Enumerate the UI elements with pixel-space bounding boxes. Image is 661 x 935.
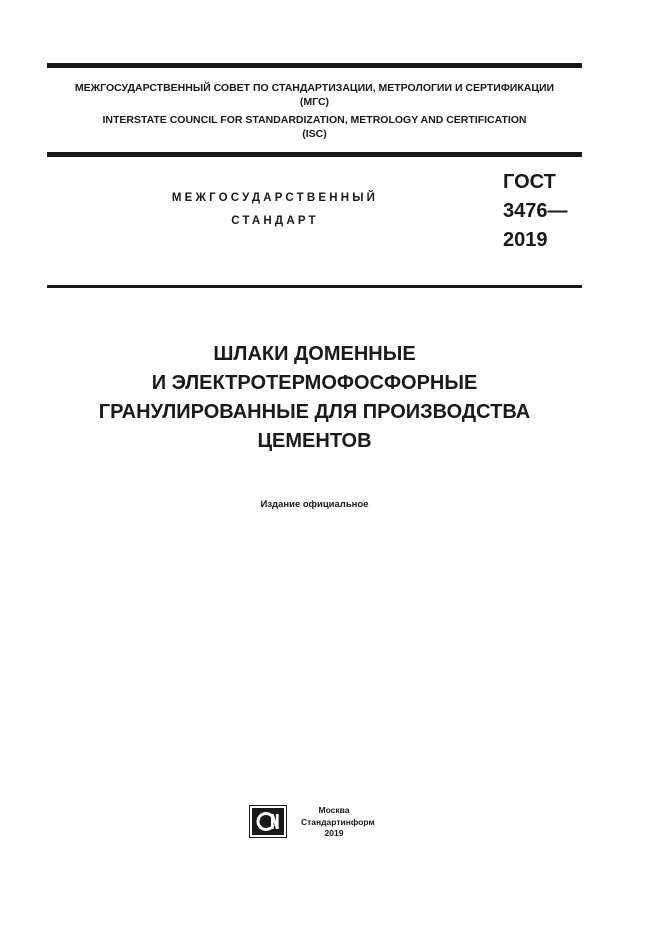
- gost-designation: ГОСТ 3476— 2019: [503, 171, 568, 251]
- standard-kind: МЕЖГОСУДАРСТВЕННЫЙ СТАНДАРТ: [171, 192, 379, 227]
- council-name-ru: МЕЖГОСУДАРСТВЕННЫЙ СОВЕТ ПО СТАНДАРТИЗАЦИИ, МЕТРОЛОГИИ И СЕРТИФИКАЦИИ (МГС): [74, 82, 555, 108]
- council-name-en: INTERSTATE COUNCIL FOR STANDARDIZATION, METROLOGY AND CERTIFICATION (ISC): [102, 114, 527, 140]
- top-rule: [47, 63, 582, 68]
- designation-rule: [47, 285, 582, 288]
- header-rule: [47, 152, 582, 157]
- document-title: ШЛАКИ ДОМЕННЫЕ И ЭЛЕКТРОТЕРМОФОСФОРНЫЕ ГРАНУЛИРОВАННЫЕ ДЛЯ ПРОИЗВОДСТВА ЦЕМЕНТОВ: [98, 343, 531, 452]
- standartinform-logo-icon: [249, 805, 287, 838]
- publisher-block: Москва Стандартинформ 2019: [301, 805, 375, 838]
- edition-label: Издание официальное: [260, 499, 369, 510]
